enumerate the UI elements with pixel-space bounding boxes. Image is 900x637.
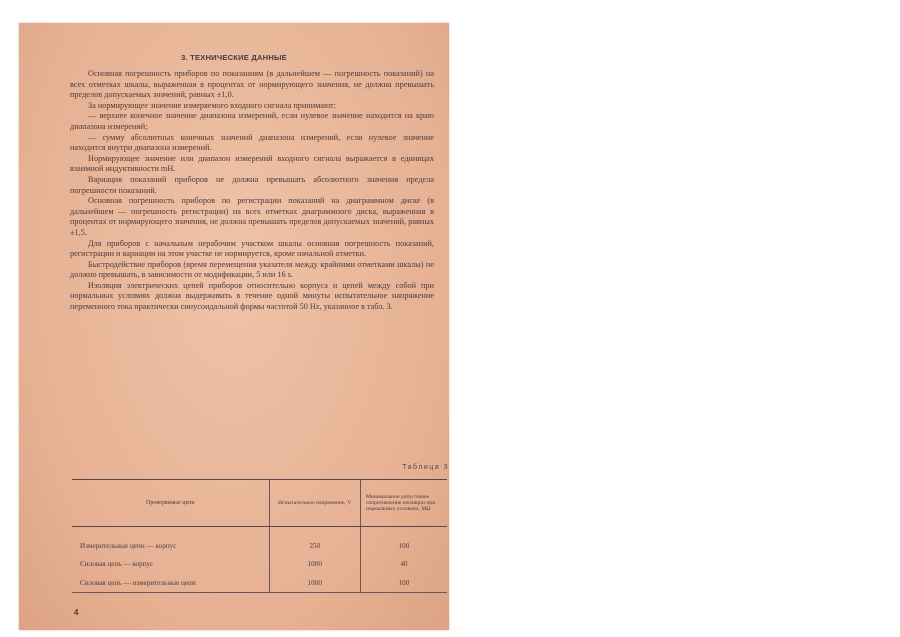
paragraph: Вариация показаний приборов не должна превышать абсолютного значения предела погрешности показаний. xyxy=(70,174,434,195)
paragraph: Основная погрешность приборов по показаниям (в дальнейшем — погрешность показаний) на всех отметках шкалы, выраженная в процентах от нормирующего значения, не должна превышать пределов допускаемых значений, равных ±1,0. xyxy=(70,69,434,100)
cell-resistance: 40 xyxy=(360,554,447,573)
paragraph: — верхнее конечное значение диапазона измерений, если нулевое значение находится на краю диапазона измерений; xyxy=(70,111,434,131)
paragraph: Нормирующее значение или диапазон измерений входного сигнала выражается в единицах взаимной индуктивности mH. xyxy=(70,153,434,174)
cell-resistance: 100 xyxy=(360,527,447,555)
insulation-table xyxy=(72,479,447,593)
cell-circuit: Силовая цепь — измерительные цепи xyxy=(72,573,269,593)
cell-resistance: 100 xyxy=(360,573,447,593)
header-min-resistance: Минимальное допустимое сопротивление изоляции при нормальных условиях, MΩ xyxy=(360,480,447,527)
body-text xyxy=(70,69,434,313)
document-page xyxy=(19,23,449,630)
table-row xyxy=(72,527,447,555)
cell-voltage: 1000 xyxy=(269,573,360,593)
page-number: 4 xyxy=(74,608,79,617)
paragraph: Изоляция электрических цепей приборов относительно корпуса и цепей между собой при нормальных условиях должна выдерживать в течение одной минуты испытательное напряжение переменного тока практически синусоидальной формы частотой 50 Hz, указанное в табл. 3. xyxy=(70,280,434,312)
table-row xyxy=(72,573,447,593)
paragraph: Быстродействие приборов (время перемещения указателя между крайними отметками шкалы) не должно превышать, в зависимости от модификации, 5 или 16 s. xyxy=(70,259,434,280)
cell-circuit: Силовая цепь — корпус xyxy=(80,559,154,568)
cell-circuit: Измерительные цепи — корпус xyxy=(80,541,177,550)
section-title: 3. ТЕХНИЧЕСКИЕ ДАННЫЕ xyxy=(181,53,287,62)
cell-voltage: 1000 xyxy=(269,554,360,573)
table-header-row xyxy=(72,480,447,527)
header-test-voltage: Испытательное напряжение, V xyxy=(269,480,360,527)
table-row xyxy=(72,554,447,573)
paragraph: — сумму абсолютных конечных значений диапазона измерений, если нулевое значение находится внутри диапазона измерений. xyxy=(70,132,434,153)
cell-voltage: 250 xyxy=(269,527,360,555)
paragraph: Основная погрешность приборов по регистрации показаний на диаграммном диске (в дальнейшем — погрешность регистрации) на всех отметках диаграммного диска, выраженная в процентах от нормирующего значения, не должна превышать пределов допускаемых значений, равных ±1,5. xyxy=(70,196,434,237)
table-label: Таблица 3 xyxy=(402,464,449,471)
paragraph: Для приборов с начальным нерабочим участком шкалы основная погрешность показаний, регистрации и вариации на этом участке не нормируется, кроме начальной отметки. xyxy=(70,238,434,259)
paragraph: За нормирующее значение измеряемого входного сигнала принимают: xyxy=(88,100,336,110)
header-circuits: Проверяемые цепи xyxy=(72,480,269,527)
